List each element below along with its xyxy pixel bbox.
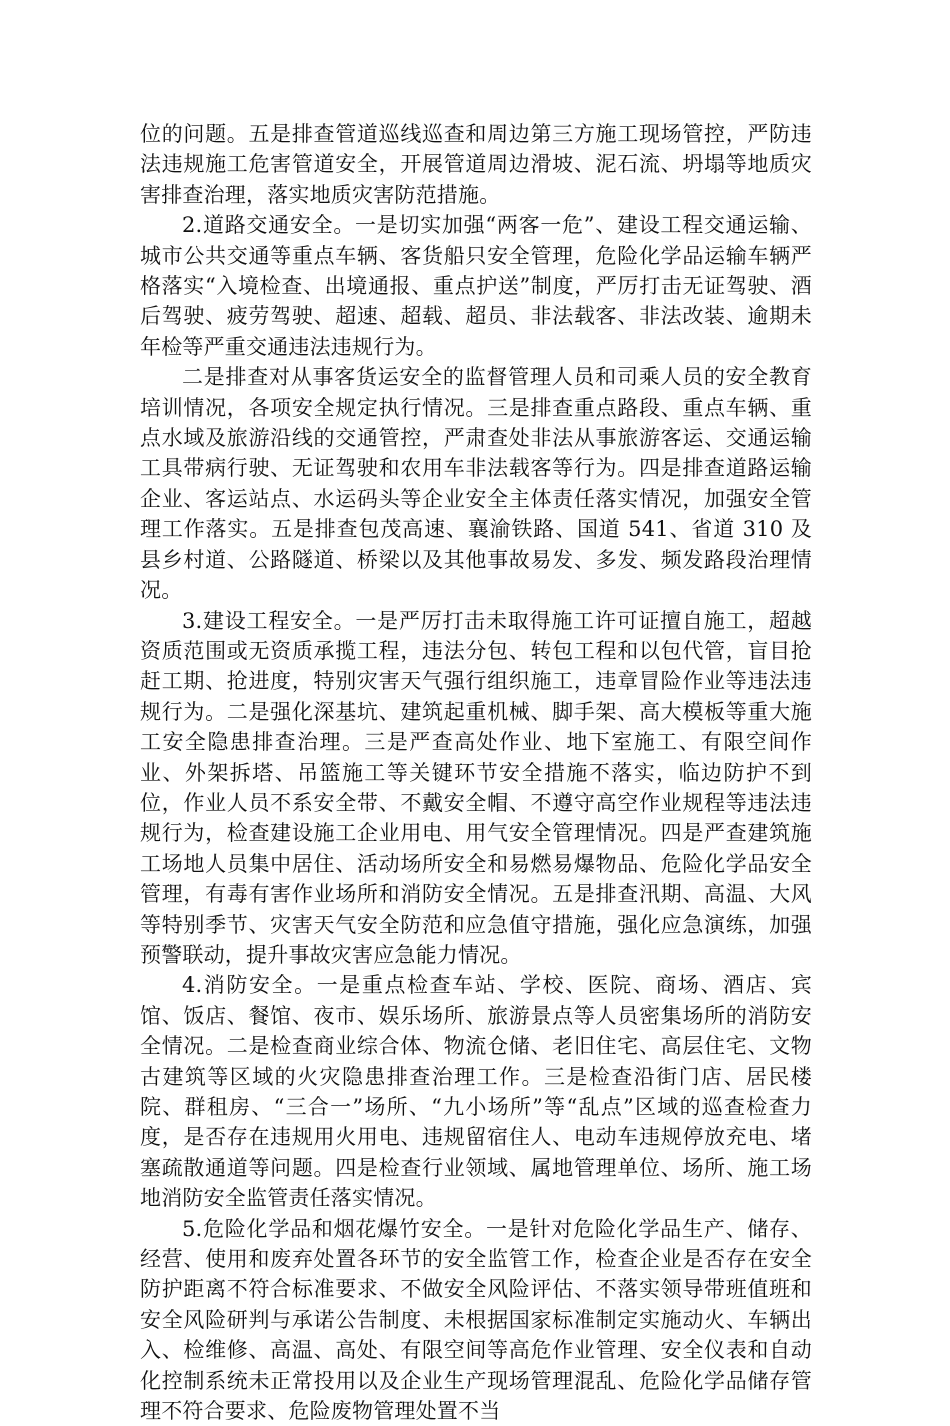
paragraph-road-traffic-inspection: 二是排查对从事客货运安全的监督管理人员和司乘人员的安全教育培训情况，各项安全规定执行情况。三是排查重点路段、重点车辆、重点水域及旅游沿线的交通管控，严肃查处非法从事旅游客运、交通运输工具带病行驶、无证驾驶和农用车非法载客等行为。四是排查道路运输企业、客运站点、水运码头等企业安全主体责任落实情况，加强安全管理工作落实。五是排查包茂高速、襄渝铁路、国道 541、省道 310 及县乡村道、公路隧道、桥梁以及其他事故易发、多发、频发路段治理情况。	[140, 365, 812, 603]
paragraph-fire-safety: 4.消防安全。一是重点检查车站、学校、医院、商场、酒店、宾馆、饭店、餐馆、夜市、娱乐场所、旅游景点等人员密集场所的消防安全情况。二是检查商业综合体、物流仓储、老旧住宅、高层住宅、文物古建筑等区域的火灾隐患排查治理工作。三是检查沿街门店、居民楼院、群租房、“三合一”场所、“九小场所”等“乱点”区域的巡查检查力度，是否存在违规用火用电、违规留宿住人、电动车违规停放充电、堵塞疏散通道等问题。四是检查行业领域、属地管理单位、场所、施工场地消防安全监管责任落实情况。	[140, 973, 812, 1211]
paragraph-road-traffic-safety: 2.道路交通安全。一是切实加强“两客一危”、建设工程交通运输、城市公共交通等重点车辆、客货船只安全管理，危险化学品运输车辆严格落实“入境检查、出境通报、重点护送”制度，严厉打击无证驾驶、酒后驾驶、疲劳驾驶、超速、超载、超员、非法载客、非法改装、逾期未年检等严重交通违法违规行为。	[140, 213, 812, 359]
document-page	[140, 119, 812, 1426]
paragraph-hazardous-chemicals-fireworks: 5.危险化学品和烟花爆竹安全。一是针对危险化学品生产、储存、经营、使用和废弃处置各环节的安全监管工作，检查企业是否存在安全防护距离不符合标准要求、不做安全风险评估、不落实领导带班值班和安全风险研判与承诺公告制度、未根据国家标准制定实施动火、车辆出入、检维修、高温、高处、有限空间等高危作业管理、安全仪表和自动化控制系统未正常投用以及企业生产现场管理混乱、危险化学品储存管理不符合要求、危险废物管理处置不当	[140, 1216, 812, 1424]
paragraph-continuation: 位的问题。五是排查管道巡线巡查和周边第三方施工现场管控，严防违法违规施工危害管道安全，开展管道周边滑坡、泥石流、坍塌等地质灾害排查治理，落实地质灾害防范措施。	[140, 122, 812, 207]
paragraph-construction-safety: 3.建设工程安全。一是严厉打击未取得施工许可证擅自施工，超越资质范围或无资质承揽工程，违法分包、转包工程和以包代管，盲目抢赶工期、抢进度，特别灾害天气强行组织施工，违章冒险作业等违法违规行为。二是强化深基坑、建筑起重机械、脚手架、高大模板等重大施工安全隐患排查治理。三是严查高处作业、地下室施工、有限空间作业、外架拆塔、吊篮施工等关键环节安全措施不落实，临边防护不到位，作业人员不系安全带、不戴安全帽、不遵守高空作业规程等违法违规行为，检查建设施工企业用电、用气安全管理情况。四是严查建筑施工场地人员集中居住、活动场所安全和易燃易爆物品、危险化学品安全管理，有毒有害作业场所和消防安全情况。五是排查汛期、高温、大风等特别季节、灾害天气安全防范和应急值守措施，强化应急演练，加强预警联动，提升事故灾害应急能力情况。	[140, 608, 812, 967]
